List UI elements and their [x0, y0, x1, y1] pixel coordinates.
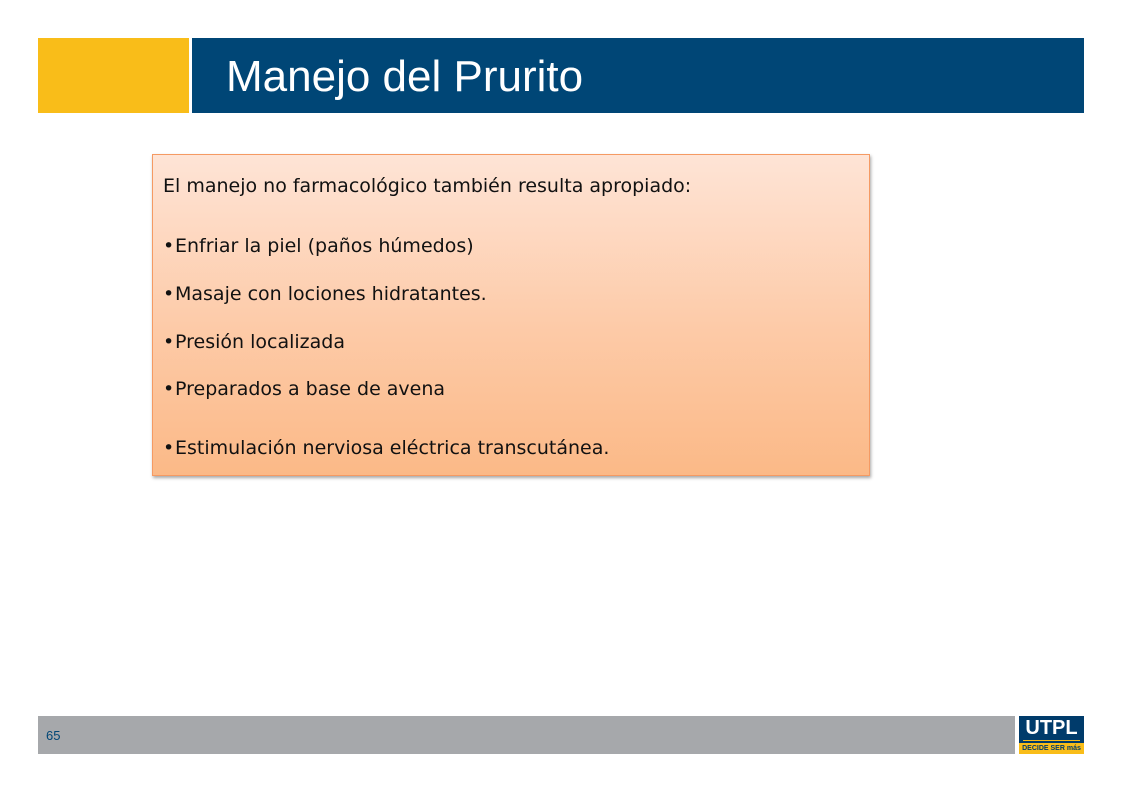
bullet-text: Preparados a base de avena	[175, 378, 446, 400]
bullet-text: Masaje con lociones hidratantes.	[175, 283, 487, 305]
logo-name: UTPL	[1025, 717, 1078, 739]
bullet-dot-icon: •	[163, 331, 175, 353]
bullet-item	[163, 283, 487, 305]
header-accent-block	[38, 38, 189, 113]
logo-divider	[1023, 740, 1080, 741]
utpl-logo	[1019, 716, 1084, 754]
bullet-dot-icon: •	[163, 235, 175, 257]
footer-bar	[38, 716, 1015, 754]
bullet-item	[163, 437, 609, 459]
logo-tagline: DECIDE SER más	[1019, 743, 1084, 754]
bullet-text: Enfriar la piel (paños húmedos)	[175, 235, 474, 257]
bullet-text: Estimulación nerviosa eléctrica transcutánea.	[175, 437, 610, 459]
bullet-text: Presión localizada	[175, 331, 345, 353]
bullet-item	[163, 235, 474, 257]
slide-title: Manejo del Prurito	[226, 52, 584, 101]
bullet-dot-icon: •	[163, 283, 175, 305]
bullet-item	[163, 331, 345, 353]
intro-text: El manejo no farmacológico también resulta apropiado:	[163, 175, 692, 197]
page-number: 65	[46, 728, 61, 743]
bullet-item	[163, 378, 445, 400]
content-box	[152, 154, 870, 476]
bullet-dot-icon: •	[163, 378, 175, 400]
bullet-dot-icon: •	[163, 437, 175, 459]
